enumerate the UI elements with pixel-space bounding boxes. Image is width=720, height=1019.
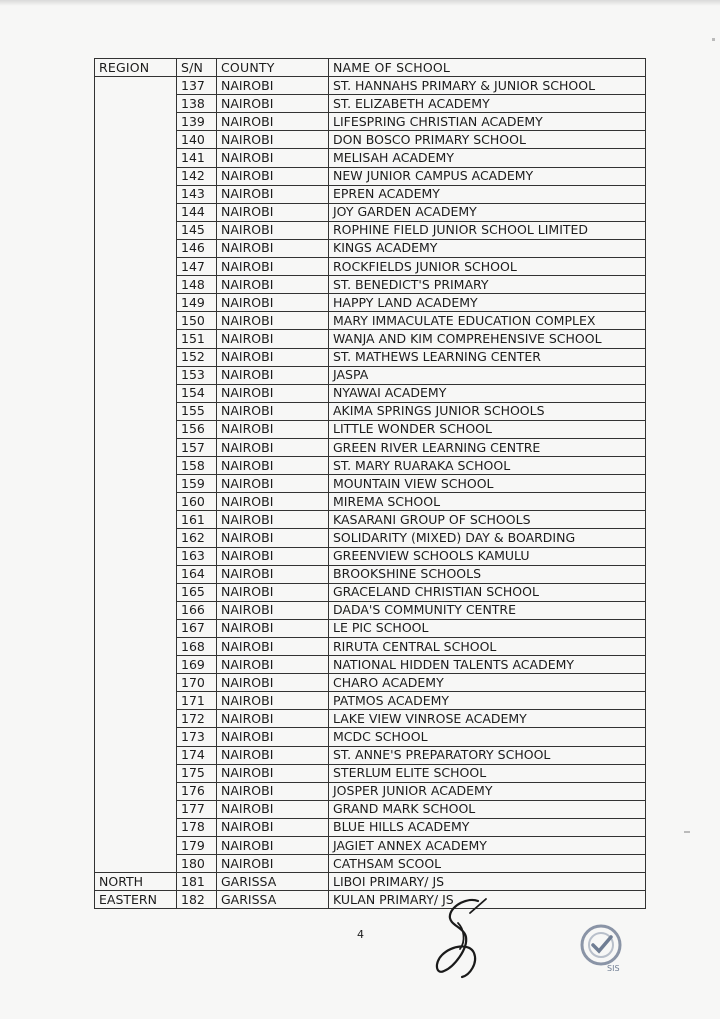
table-body [95,77,646,909]
school-name: DON BOSCO PRIMARY SCHOOL [329,131,646,149]
school-name: GREENVIEW SCHOOLS KAMULU [329,547,646,565]
table-row [95,239,646,257]
school-name: KULAN PRIMARY/ JS [329,891,646,909]
school-name: AKIMA SPRINGS JUNIOR SCHOOLS [329,402,646,420]
school-name: ST. ELIZABETH ACADEMY [329,95,646,113]
table-row [95,818,646,836]
school-name: PATMOS ACADEMY [329,692,646,710]
county-cell: NAIROBI [217,493,329,511]
county-cell: NAIROBI [217,818,329,836]
table-row [95,402,646,420]
serial-number: 148 [177,276,217,294]
serial-number: 175 [177,764,217,782]
table-row [95,420,646,438]
school-name: SOLIDARITY (MIXED) DAY & BOARDING [329,529,646,547]
county-cell: NAIROBI [217,221,329,239]
table-row [95,656,646,674]
schools-table [94,58,646,909]
scan-speck [712,38,715,41]
school-name: MARY IMMACULATE EDUCATION COMPLEX [329,312,646,330]
serial-number: 167 [177,619,217,637]
serial-number: 173 [177,728,217,746]
stamp-text: SIS [607,964,620,973]
page-number: 4 [357,928,364,941]
region-cell: EASTERN [95,891,177,909]
serial-number: 142 [177,167,217,185]
school-name: JAGIET ANNEX ACADEMY [329,837,646,855]
serial-number: 160 [177,493,217,511]
serial-number: 164 [177,565,217,583]
county-cell: NAIROBI [217,438,329,456]
serial-number: 177 [177,800,217,818]
school-name: KASARANI GROUP OF SCHOOLS [329,511,646,529]
table-row [95,113,646,131]
serial-number: 180 [177,855,217,873]
table-row [95,312,646,330]
school-name: ST. HANNAHS PRIMARY & JUNIOR SCHOOL [329,77,646,95]
county-cell: NAIROBI [217,131,329,149]
county-cell: NAIROBI [217,330,329,348]
county-cell: NAIROBI [217,276,329,294]
table-row [95,475,646,493]
school-name: LE PIC SCHOOL [329,619,646,637]
county-cell: NAIROBI [217,384,329,402]
serial-number: 165 [177,583,217,601]
school-name: LIFESPRING CHRISTIAN ACADEMY [329,113,646,131]
county-cell: NAIROBI [217,601,329,619]
table-row [95,203,646,221]
serial-number: 156 [177,420,217,438]
table-row [95,728,646,746]
school-name: GRAND MARK SCHOOL [329,800,646,818]
table-row [95,674,646,692]
table-row [95,873,646,891]
school-name: JOSPER JUNIOR ACADEMY [329,782,646,800]
school-name: ROCKFIELDS JUNIOR SCHOOL [329,258,646,276]
school-name: NYAWAI ACADEMY [329,384,646,402]
county-cell: NAIROBI [217,638,329,656]
header-region: REGION [95,59,177,77]
county-cell: NAIROBI [217,239,329,257]
table-row [95,855,646,873]
serial-number: 169 [177,656,217,674]
serial-number: 170 [177,674,217,692]
table-row [95,891,646,909]
county-cell: NAIROBI [217,77,329,95]
school-name: ST. MATHEWS LEARNING CENTER [329,348,646,366]
serial-number: 141 [177,149,217,167]
school-name: MELISAH ACADEMY [329,149,646,167]
county-cell: NAIROBI [217,348,329,366]
county-cell: NAIROBI [217,674,329,692]
county-cell: NAIROBI [217,294,329,312]
school-name: GREEN RIVER LEARNING CENTRE [329,438,646,456]
school-name: HAPPY LAND ACADEMY [329,294,646,312]
table-row [95,366,646,384]
county-cell: NAIROBI [217,420,329,438]
school-name: ST. BENEDICT'S PRIMARY [329,276,646,294]
serial-number: 168 [177,638,217,656]
certification-stamp-icon [573,923,633,975]
table-row [95,511,646,529]
county-cell: NAIROBI [217,710,329,728]
county-cell: NAIROBI [217,113,329,131]
serial-number: 151 [177,330,217,348]
county-cell: NAIROBI [217,746,329,764]
county-cell: NAIROBI [217,457,329,475]
county-cell: GARISSA [217,891,329,909]
school-name: MOUNTAIN VIEW SCHOOL [329,475,646,493]
region-cell [95,77,177,873]
school-name: NATIONAL HIDDEN TALENTS ACADEMY [329,656,646,674]
county-cell: NAIROBI [217,855,329,873]
school-name: RIRUTA CENTRAL SCHOOL [329,638,646,656]
county-cell: NAIROBI [217,402,329,420]
serial-number: 159 [177,475,217,493]
table-row [95,276,646,294]
table-row [95,348,646,366]
serial-number: 181 [177,873,217,891]
county-cell: NAIROBI [217,547,329,565]
header-school-name: NAME OF SCHOOL [329,59,646,77]
table-row [95,619,646,637]
table-row [95,221,646,239]
table-row [95,692,646,710]
table-row [95,837,646,855]
table-row [95,384,646,402]
table-row [95,294,646,312]
header-county: COUNTY [217,59,329,77]
table-row [95,547,646,565]
county-cell: NAIROBI [217,95,329,113]
serial-number: 157 [177,438,217,456]
school-name: ST. ANNE'S PREPARATORY SCHOOL [329,746,646,764]
county-cell: NAIROBI [217,583,329,601]
serial-number: 172 [177,710,217,728]
serial-number: 149 [177,294,217,312]
table-row [95,764,646,782]
table-row [95,330,646,348]
school-name: NEW JUNIOR CAMPUS ACADEMY [329,167,646,185]
school-name: STERLUM ELITE SCHOOL [329,764,646,782]
region-cell: NORTH [95,873,177,891]
county-cell: NAIROBI [217,656,329,674]
scan-top-edge [0,0,720,6]
table-row [95,710,646,728]
serial-number: 182 [177,891,217,909]
county-cell: NAIROBI [217,167,329,185]
serial-number: 158 [177,457,217,475]
school-name: CHARO ACADEMY [329,674,646,692]
table-row [95,782,646,800]
serial-number: 155 [177,402,217,420]
school-name: WANJA AND KIM COMPREHENSIVE SCHOOL [329,330,646,348]
table-row [95,601,646,619]
serial-number: 138 [177,95,217,113]
serial-number: 174 [177,746,217,764]
county-cell: GARISSA [217,873,329,891]
table-row [95,185,646,203]
serial-number: 146 [177,239,217,257]
school-name: KINGS ACADEMY [329,239,646,257]
table-row [95,746,646,764]
serial-number: 166 [177,601,217,619]
school-name: JOY GARDEN ACADEMY [329,203,646,221]
table-row [95,565,646,583]
county-cell: NAIROBI [217,475,329,493]
table-row [95,529,646,547]
serial-number: 140 [177,131,217,149]
table-row [95,583,646,601]
serial-number: 137 [177,77,217,95]
school-name: ROPHINE FIELD JUNIOR SCHOOL LIMITED [329,221,646,239]
school-name: LAKE VIEW VINROSE ACADEMY [329,710,646,728]
table-row [95,167,646,185]
table-row [95,258,646,276]
county-cell: NAIROBI [217,529,329,547]
serial-number: 178 [177,818,217,836]
table-header-row [95,59,646,77]
table-row [95,638,646,656]
table-row [95,457,646,475]
county-cell: NAIROBI [217,728,329,746]
table-row [95,131,646,149]
county-cell: NAIROBI [217,692,329,710]
serial-number: 150 [177,312,217,330]
school-name: MCDC SCHOOL [329,728,646,746]
serial-number: 154 [177,384,217,402]
serial-number: 176 [177,782,217,800]
county-cell: NAIROBI [217,782,329,800]
county-cell: NAIROBI [217,511,329,529]
serial-number: 161 [177,511,217,529]
serial-number: 139 [177,113,217,131]
county-cell: NAIROBI [217,203,329,221]
county-cell: NAIROBI [217,764,329,782]
school-name: JASPA [329,366,646,384]
county-cell: NAIROBI [217,185,329,203]
county-cell: NAIROBI [217,366,329,384]
serial-number: 179 [177,837,217,855]
school-name: GRACELAND CHRISTIAN SCHOOL [329,583,646,601]
school-name: EPREN ACADEMY [329,185,646,203]
school-name: LITTLE WONDER SCHOOL [329,420,646,438]
county-cell: NAIROBI [217,619,329,637]
table-row [95,149,646,167]
county-cell: NAIROBI [217,565,329,583]
table-row [95,493,646,511]
table-row [95,95,646,113]
table-row [95,800,646,818]
serial-number: 144 [177,203,217,221]
school-name: CATHSAM SCOOL [329,855,646,873]
school-name: DADA'S COMMUNITY CENTRE [329,601,646,619]
table-row [95,77,646,95]
serial-number: 145 [177,221,217,239]
signature-icon [430,893,500,983]
serial-number: 163 [177,547,217,565]
school-name: MIREMA SCHOOL [329,493,646,511]
serial-number: 162 [177,529,217,547]
school-name: BLUE HILLS ACADEMY [329,818,646,836]
county-cell: NAIROBI [217,149,329,167]
serial-number: 143 [177,185,217,203]
header-sn: S/N [177,59,217,77]
school-name: LIBOI PRIMARY/ JS [329,873,646,891]
serial-number: 171 [177,692,217,710]
county-cell: NAIROBI [217,258,329,276]
scan-speck [684,831,690,833]
serial-number: 152 [177,348,217,366]
school-name: ST. MARY RUARAKA SCHOOL [329,457,646,475]
county-cell: NAIROBI [217,800,329,818]
serial-number: 153 [177,366,217,384]
school-name: BROOKSHINE SCHOOLS [329,565,646,583]
county-cell: NAIROBI [217,837,329,855]
county-cell: NAIROBI [217,312,329,330]
table-row [95,438,646,456]
serial-number: 147 [177,258,217,276]
